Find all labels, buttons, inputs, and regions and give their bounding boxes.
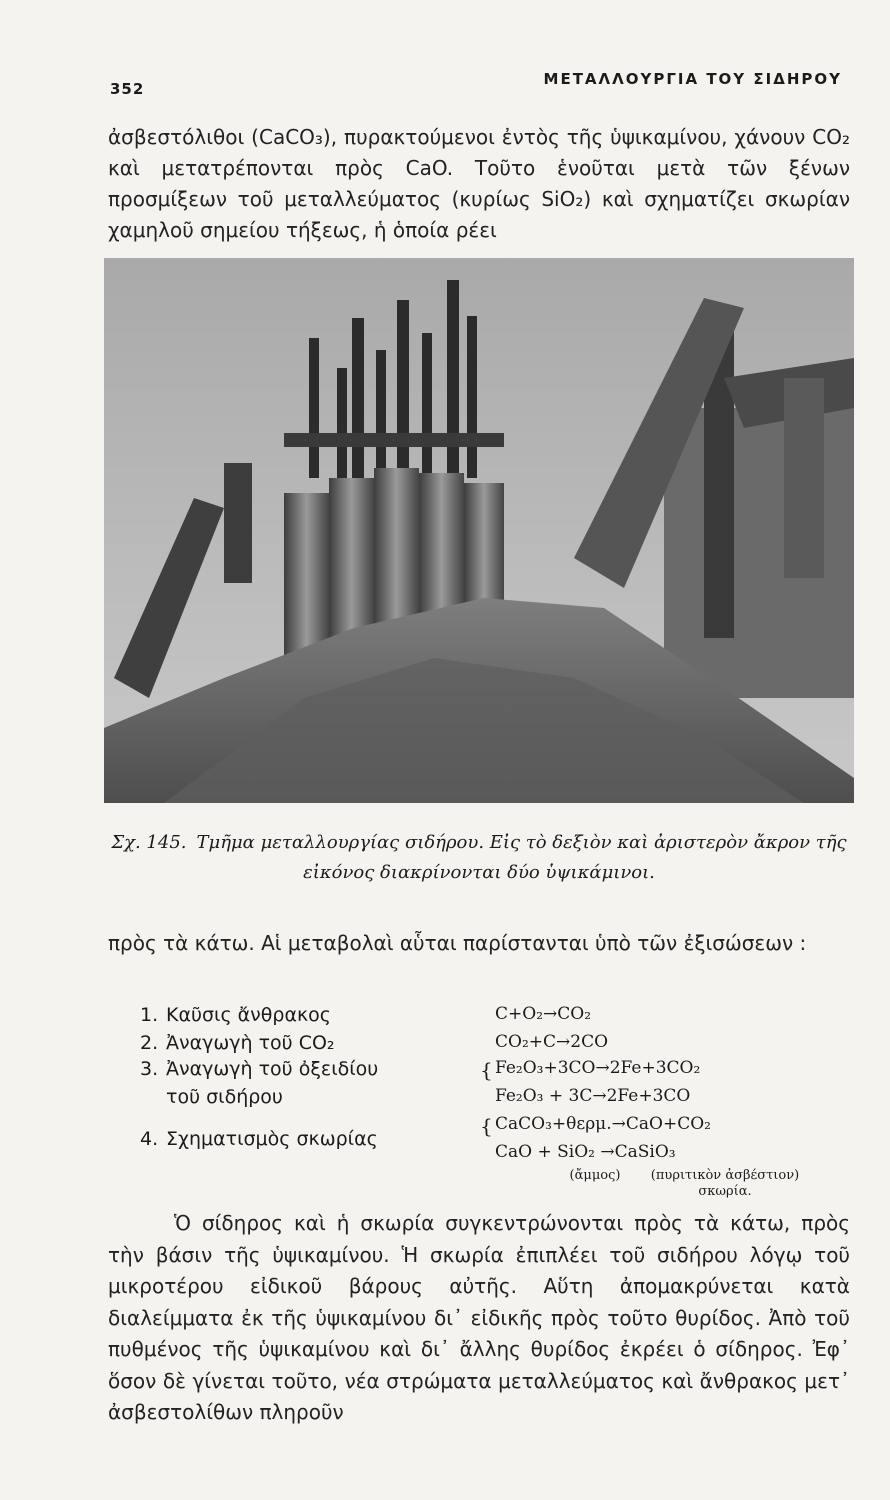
equation-formula: CaO + SiO₂ →CaSiO₃ (495, 1142, 676, 1162)
equation-number: 3. (140, 1058, 159, 1080)
equation-formula: Fe₂O₃ + 3C→2Fe+3CO (495, 1086, 691, 1106)
equation-number: 2. (140, 1032, 159, 1054)
blast-furnace-photo (104, 258, 854, 803)
equation-name: Ἀναγωγὴ τοῦ CO₂ (166, 1032, 335, 1054)
equation-name: Καῦσις ἄνθρακος (166, 1004, 331, 1026)
equation-formula: Fe₂O₃+3CO→2Fe+3CO₂ (495, 1058, 701, 1078)
equation-list (140, 996, 840, 1206)
equation-number: 4. (140, 1128, 159, 1150)
figure-caption-text: Τμῆμα μεταλλουργίας σιδήρου. Εἰς τὸ δεξιὸν καὶ ἀριστερὸν ἄκρον τῆς εἰκόνος διακρίνονται δύο ὑψικάμινοι. (196, 832, 847, 883)
brace: { (480, 1114, 493, 1138)
paragraph-2: πρὸς τὰ κάτω. Αἱ μεταβολαὶ αὗται παρίστανται ὑπὸ τῶν ἐξισώσεων : (108, 931, 807, 955)
equation-name-continued: τοῦ σιδήρου (166, 1086, 283, 1108)
paragraph-1: ἀσβεστόλιθοι (CaCO₃), πυρακτούμενοι ἐντὸς τῆς ὑψικαμίνου, χάνουν CO₂ καὶ μετατρέπονται πρὸς CaO. Τοῦτο ἑνοῦται μετὰ τῶν ξένων προσμίξεων τοῦ μεταλλεύματος (κυρίως SiO₂) καὶ σχηματίζει σκωρίαν χαμηλοῦ σημείου τήξεως, ἡ ὁποία ρέει (108, 125, 850, 242)
brace: { (480, 1058, 493, 1082)
note-slag: (πυριτικὸν ἀσβέστιον) σκωρία. (650, 1168, 800, 1199)
equation-formula: CO₂+C→2CO (495, 1032, 609, 1052)
equation-name: Ἀναγωγὴ τοῦ ὀξειδίου (166, 1058, 379, 1080)
running-head: ΜΕΤΑΛΛΟΥΡΓΙΑ ΤΟΥ ΣΙΔΗΡΟΥ (543, 70, 842, 88)
equation-name: Σχηματισμὸς σκωρίας (166, 1128, 378, 1150)
figure-caption (108, 828, 850, 888)
paragraph-3 (108, 1208, 850, 1428)
equation-formula: C+O₂→CO₂ (495, 1004, 592, 1024)
equation-number: 1. (140, 1004, 159, 1026)
equation-formula: CaCO₃+θερμ.→CaO+CO₂ (495, 1114, 711, 1134)
figure-label: Σχ. 145. (111, 832, 187, 853)
paragraph-3-text: Ὁ σίδηρος καὶ ἡ σκωρία συγκεντρώνονται πρὸς τὰ κάτω, πρὸς τὴν βάσιν τῆς ὑψικαμίνου. Ἡ σκωρία ἐπιπλέει τοῦ σιδήρου λόγῳ τοῦ μικροτέρου εἰδικοῦ βάρους αὐτῆς. Αὕτη ἀπομακρύνεται κατὰ διαλείμματα ἐκ τῆς ὑψικαμίνου δι᾿ εἰδικῆς πρὸς τοῦτο θυρίδος. Ἀπὸ τοῦ πυθμένος τῆς ὑψικαμίνου καὶ δι᾿ ἄλλης θυρίδος ἐκρέει ὁ σίδηρος. Ἐφ᾿ ὅσον δὲ γίνεται τοῦτο, νέα στρώματα μεταλλεύματος καὶ ἄνθρακος μετ᾿ ἀσβεστολίθων πληροῦν (108, 1211, 850, 1424)
note-sand: (ἄμμος) (569, 1168, 621, 1183)
page-number: 352 (110, 80, 145, 98)
